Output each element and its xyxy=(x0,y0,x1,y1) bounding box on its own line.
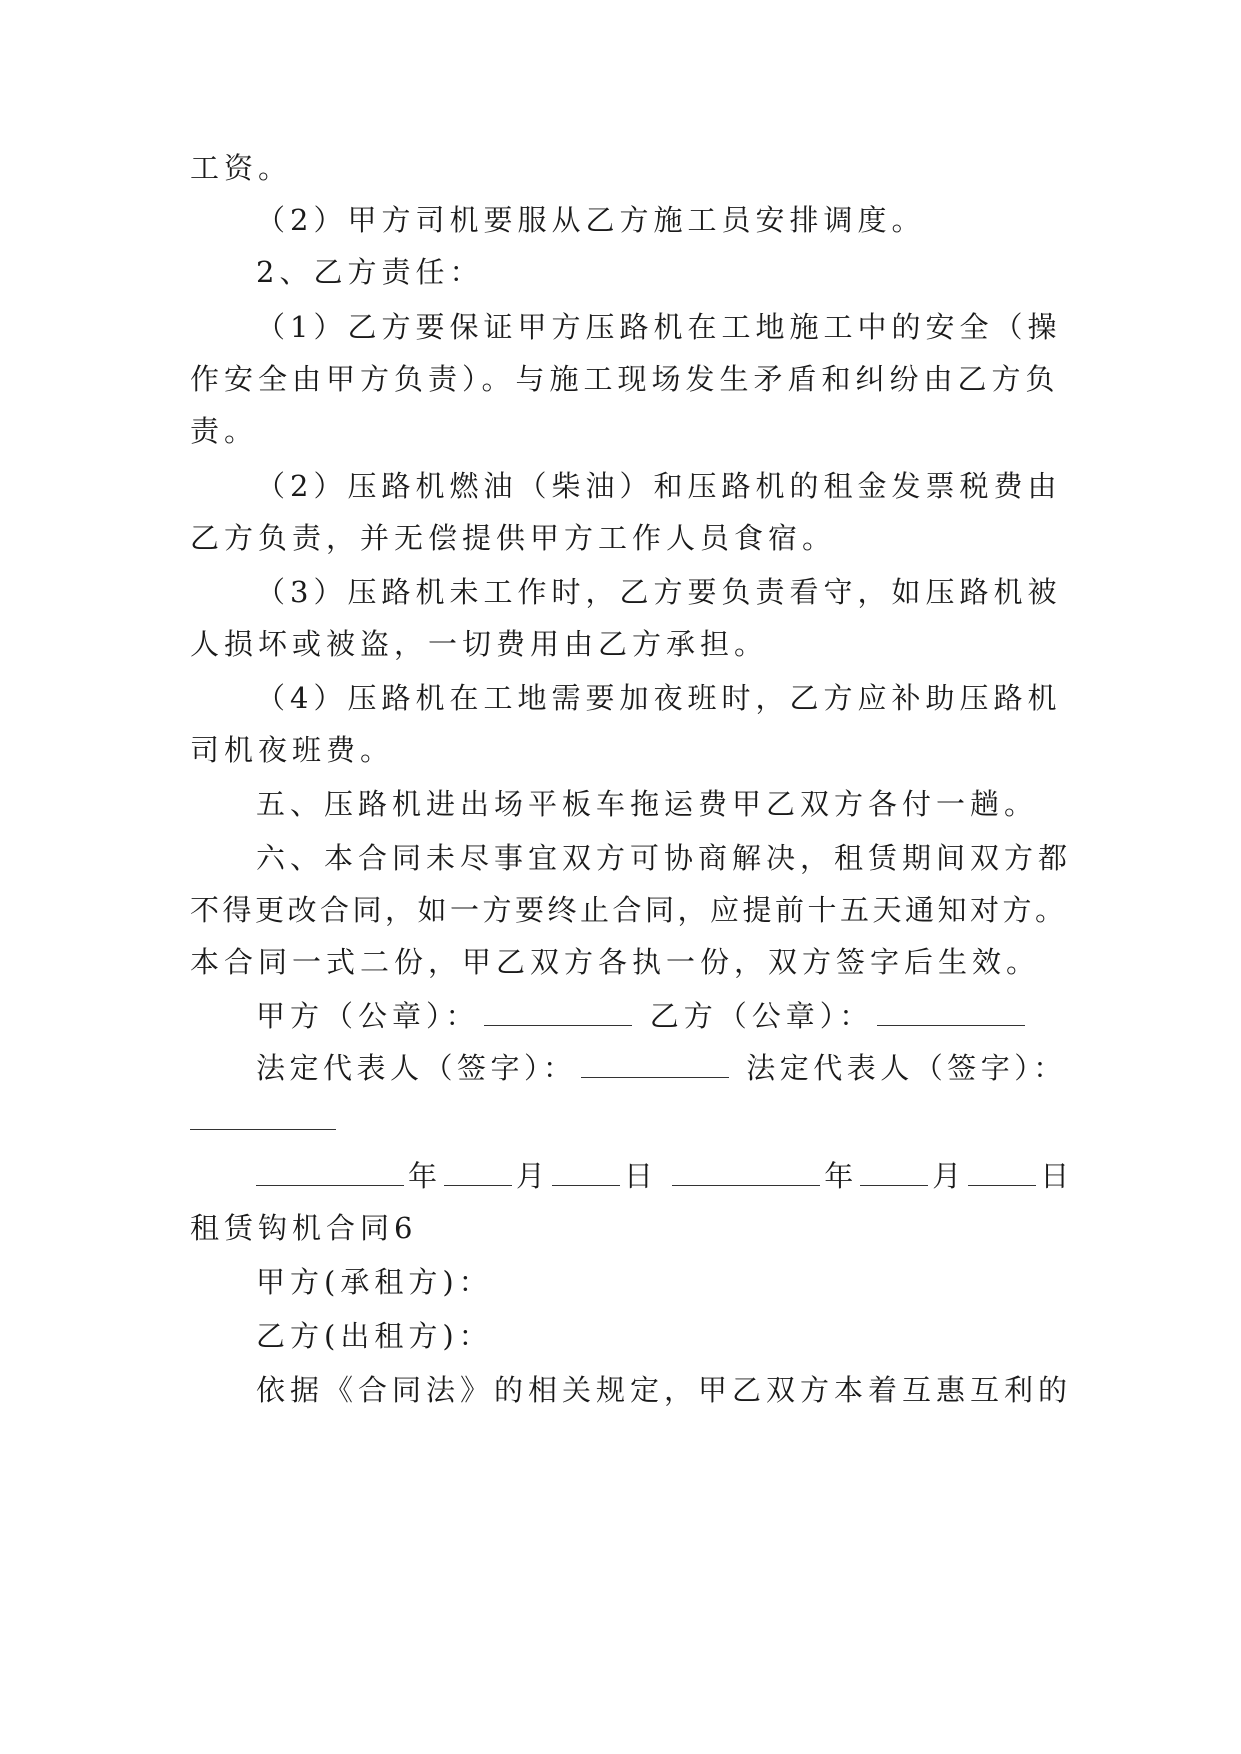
party-b-seal-blank xyxy=(877,999,1025,1026)
paragraph-line: （1）乙方要保证甲方压路机在工地施工中的安全（操 xyxy=(256,310,1062,344)
year-a-blank xyxy=(256,1159,404,1186)
paragraph-line: 本合同一式二份，甲乙双方各执一份，双方签字后生效。 xyxy=(190,945,1041,979)
intro-line: 依据《合同法》的相关规定，甲乙双方本着互惠互利的 xyxy=(256,1373,1073,1407)
paragraph-line: （4）压路机在工地需要加夜班时，乙方应补助压路机 xyxy=(256,681,1062,715)
month-b-blank xyxy=(860,1159,928,1186)
legal-rep-a-label: 法定代表人（签字）： xyxy=(256,1051,577,1085)
date-line xyxy=(256,1156,1072,1196)
party-b-seal-label: 乙方（公章）： xyxy=(649,999,874,1033)
legal-rep-a-blank xyxy=(581,1051,729,1078)
party-a-seal-label: 甲方（公章）： xyxy=(256,999,480,1033)
legal-rep-line xyxy=(256,1048,1067,1088)
paragraph-line: 工资。 xyxy=(190,151,293,185)
seal-line xyxy=(256,996,1029,1036)
year-b-blank xyxy=(672,1159,820,1186)
paragraph-line: 不得更改合同，如一方要终止合同，应提前十五天通知对方。 xyxy=(190,893,1068,927)
year-a-label: 年 xyxy=(408,1159,441,1193)
paragraph-line: （2）甲方司机要服从乙方施工员安排调度。 xyxy=(256,203,926,237)
paragraph-line: 司机夜班费。 xyxy=(190,733,395,767)
legal-rep-b-blank-line xyxy=(190,1100,340,1140)
paragraph-line: （2）压路机燃油（柴油）和压路机的租金发票税费由 xyxy=(256,469,1062,503)
party-a-line: 甲方(承租方)： xyxy=(256,1265,493,1299)
month-a-blank xyxy=(444,1159,512,1186)
month-b-label: 月 xyxy=(932,1159,965,1193)
day-b-blank xyxy=(968,1159,1036,1186)
contract-title: 租赁钩机合同6 xyxy=(190,1211,418,1245)
legal-rep-b-blank xyxy=(190,1103,336,1130)
paragraph-line: 人损坏或被盗，一切费用由乙方承担。 xyxy=(190,627,769,661)
paragraph-line: 作安全由甲方负责）。与施工现场发生矛盾和纠纷由乙方负 xyxy=(190,362,1060,396)
paragraph-line: 六、本合同未尽事宜双方可协商解决，租赁期间双方都 xyxy=(256,841,1073,875)
day-a-blank xyxy=(552,1159,620,1186)
month-a-label: 月 xyxy=(516,1159,549,1193)
party-b-line: 乙方(出租方)： xyxy=(256,1319,493,1353)
paragraph-line: （3）压路机未工作时，乙方要负责看守，如压路机被 xyxy=(256,575,1062,609)
paragraph-line: 2、乙方责任： xyxy=(256,255,484,289)
paragraph-line: 五、压路机进出场平板车拖运费甲乙双方各付一趟。 xyxy=(256,787,1039,821)
paragraph-line: 责。 xyxy=(190,414,259,448)
paragraph-line: 乙方负责，并无偿提供甲方工作人员食宿。 xyxy=(190,521,837,555)
legal-rep-b-label: 法定代表人（签字）： xyxy=(746,1051,1067,1085)
day-b-label: 日 xyxy=(1040,1159,1073,1193)
year-b-label: 年 xyxy=(824,1159,857,1193)
party-a-seal-blank xyxy=(484,999,632,1026)
day-a-label: 日 xyxy=(624,1159,657,1193)
